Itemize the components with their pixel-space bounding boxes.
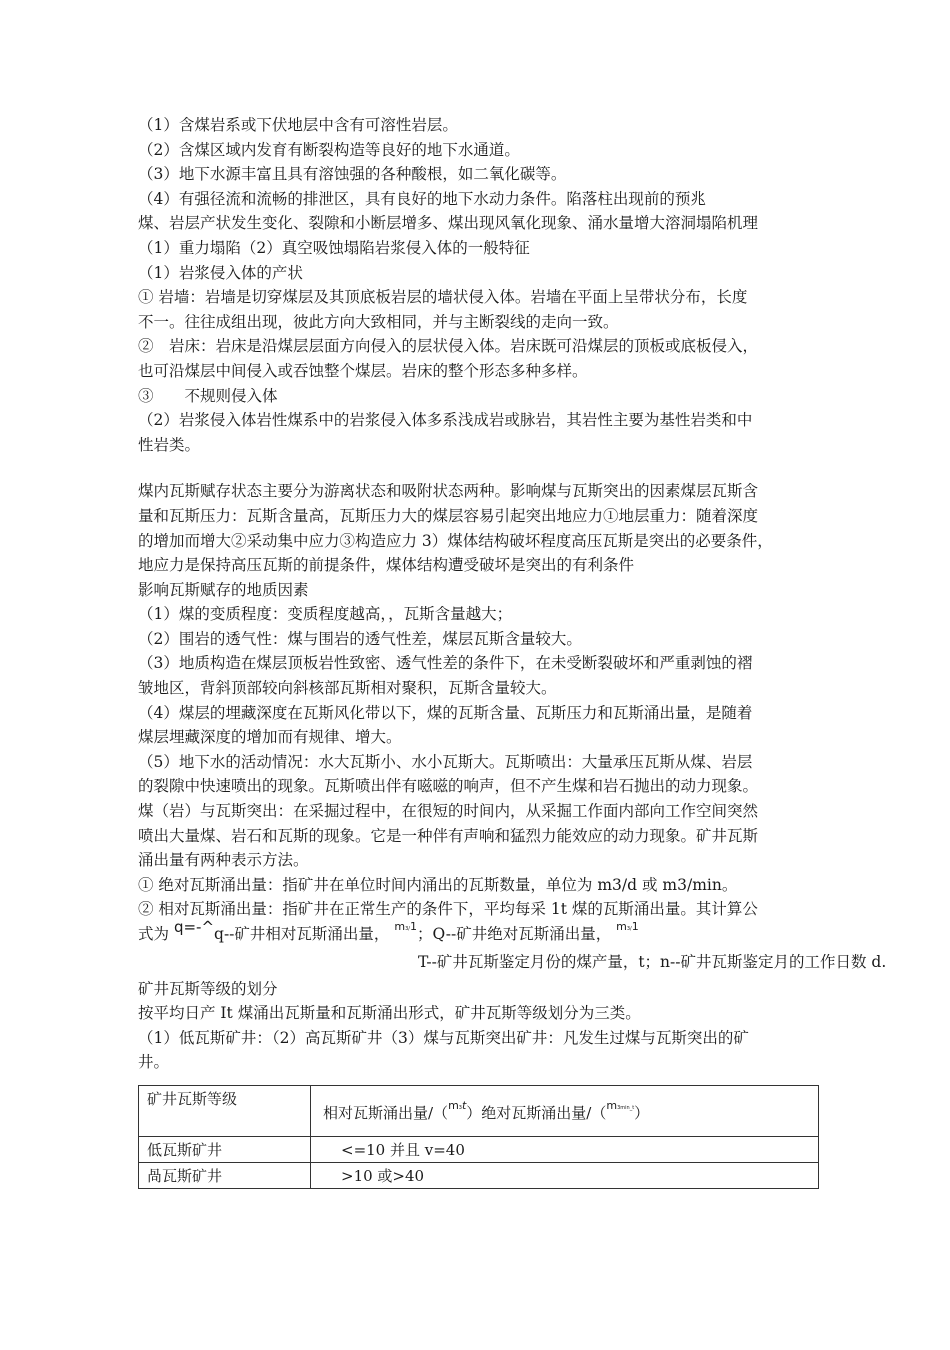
text-line-12: ③ 不规则侵入体: [138, 386, 278, 405]
text-line-3: （3）地下水源丰富且具有溶蚀强的各种酸根，如二氧化碳等。: [138, 165, 567, 184]
table-cell-value: >10 或>40: [311, 1163, 819, 1189]
text-line-6: （1）重力塌陷（2）真空吸蚀塌陷岩浆侵入体的一般特征: [138, 238, 530, 257]
text-line-5: 煤、岩层产状发生变化、裂隙和小断层增多、煤出现风氧化现象、涌水量增大溶洞塌陷机理: [138, 214, 759, 233]
text-line-13: （2）岩浆侵入体岩性煤系中的岩浆侵入体多系浅成岩或脉岩，其岩性主要为基性岩类和中: [138, 411, 753, 430]
text-line-23: 皱地区，背斜顶部较向斜核部瓦斯相对聚积，瓦斯含量较大。: [138, 679, 557, 698]
document-body: [138, 113, 887, 1075]
table-cell-grade: 咼瓦斯矿井: [139, 1163, 311, 1189]
text-line-2: （2）含煤区域内发育有断裂构造等良好的地下水通道。: [138, 140, 520, 159]
table-row: [139, 1163, 819, 1189]
text-line-9: 不一。往往成组出现，彼此方向大致相同，并与主断裂线的走向一致。: [138, 312, 619, 331]
table-header-grade: 矿井瓦斯等级: [139, 1086, 311, 1137]
formula-text-1: q--矿井相对瓦斯涌出量，: [214, 925, 390, 943]
formula-unit-2: m3/1: [616, 920, 639, 933]
text-line-22: （3）地质构造在煤层顶板岩性致密、透气性差的条件下，在未受断裂破坏和严重剥蚀的褶: [138, 654, 753, 673]
text-line-1: （1）含煤岩系或下伏地层中含有可溶性岩层。: [138, 116, 458, 134]
text-line-4: （4）有强径流和流畅的排泄区，具有良好的地下水动力条件。陷落柱出现前的预兆: [138, 189, 706, 208]
formula-line: [138, 918, 828, 947]
text-line-10: ② 岩床：岩床是沿煤层层面方向侵入的层状侵入体。岩床既可沿煤层的顶板或底板侵入，: [138, 337, 759, 356]
text-line-30: 涌出量有两种表示方法。: [138, 851, 309, 870]
page-cutoff: [138, 1190, 828, 1350]
table-row: [139, 1137, 819, 1163]
blank-line: [138, 457, 828, 479]
text-line-11: 也可沿煤层中间侵入或吞蚀整个煤层。岩床的整个形态多种多样。: [138, 361, 588, 380]
text-line-24: （4）煤层的埋藏深度在瓦斯风化带以下，煤的瓦斯含量、瓦斯压力和瓦斯涌出量，是随着: [138, 703, 753, 722]
text-line-8: ① 岩墙：岩墙是切穿煤层及其顶底板岩层的墙状侵入体。岩墙在平面上呈带状分布，长度: [138, 288, 748, 307]
table-cell-grade: 低瓦斯矿井: [139, 1137, 311, 1163]
text-line-14: 性岩类。: [138, 435, 201, 454]
formula-prefix: 式为: [138, 925, 174, 943]
text-line-19: 影响瓦斯赋存的地质因素: [138, 580, 309, 599]
text-line-29: 喷出大量煤、岩石和瓦斯的现象。它是一种伴有声响和猛烈力能效应的动力现象。矿井瓦斯: [138, 826, 759, 845]
text-line-27: 的裂隙中快速喷出的现象。瓦斯喷出伴有嗞嗞的响声，但不产生煤和岩石抛出的动力现象。: [138, 777, 759, 796]
text-line-21: （2）围岩的透气性：煤与围岩的透气性差，煤层瓦斯含量较大。: [138, 629, 582, 648]
text-line-18: 地应力是保持高压瓦斯的前提条件，煤体结构遭受破坏是突出的有利条件: [138, 556, 635, 575]
text-line-26: （5）地下水的活动情况：水大瓦斯小、水小瓦斯大。瓦斯喷出：大量承压瓦斯从煤、岩层: [138, 752, 753, 771]
text-line-20: （1）煤的变质程度：变质程度越高，，瓦斯含量越大；: [138, 605, 513, 624]
text-line-28: 煤（岩）与瓦斯突出：在采掘过程中，在很短的时间内，从采掘工作面内部向工作空间突然: [138, 802, 759, 821]
text-line-grade-intro: 按平均日产 It 煤涌出瓦斯量和瓦斯涌出形式，矿井瓦斯等级划分为三类。: [138, 1004, 641, 1023]
formula-text-2: ；Q--矿井绝对瓦斯涌出量，: [416, 925, 612, 943]
text-line-31: ① 绝对瓦斯涌出量：指矿井在单位时间内涌出的瓦斯数量，单位为 m3/d 或 m3/min。: [138, 875, 738, 894]
text-line-16: 量和瓦斯压力：瓦斯含量高，瓦斯压力大的煤层容易引起突出地应力①地层重力：随着深度: [138, 506, 759, 525]
text-line-7: （1）岩浆侵入体的产状: [138, 263, 303, 282]
text-line-15: 煤内瓦斯赋存状态主要分为游离状态和吸附状态两种。影响煤与瓦斯突出的因素煤层瓦斯含: [138, 482, 759, 501]
formula-symbol: q=-^: [173, 918, 215, 936]
text-line-32: ② 相对瓦斯涌出量：指矿井在正常生产的条件下，平均每采 1t 煤的瓦斯涌出量。其计算公: [138, 900, 758, 919]
text-line-25: 煤层埋藏深度的增加而有规律、增大。: [138, 728, 402, 747]
text-line-t-definition: T--矿井瓦斯鉴定月份的煤产量，t；n--矿井瓦斯鉴定月的工作日数 d.: [418, 952, 887, 971]
table-cell-value: <=10 并且 v=40: [311, 1137, 819, 1163]
section-heading-gas-grade: 矿井瓦斯等级的划分: [138, 979, 278, 998]
text-line-17: 的增加而增大②采动集中应力③构造应力 3）煤体结构破坏程度高压瓦斯是突出的必要条件，: [138, 531, 773, 550]
gas-grade-table: [138, 1085, 819, 1189]
table-header-row: [139, 1086, 819, 1137]
formula-unit-1: m3/1: [394, 920, 417, 933]
table-header-emission: 相对瓦斯涌出量/（$^{m3t}$）绝对瓦斯涌出量/（$^{m3min\_t}$）: [311, 1086, 819, 1137]
text-line-grade-types: （1）低瓦斯矿井：（2）高瓦斯矿井（3）煤与瓦斯突出矿井：凡发生过煤与瓦斯突出的矿: [138, 1028, 749, 1047]
text-line-grade-types-end: 井。: [138, 1053, 170, 1072]
